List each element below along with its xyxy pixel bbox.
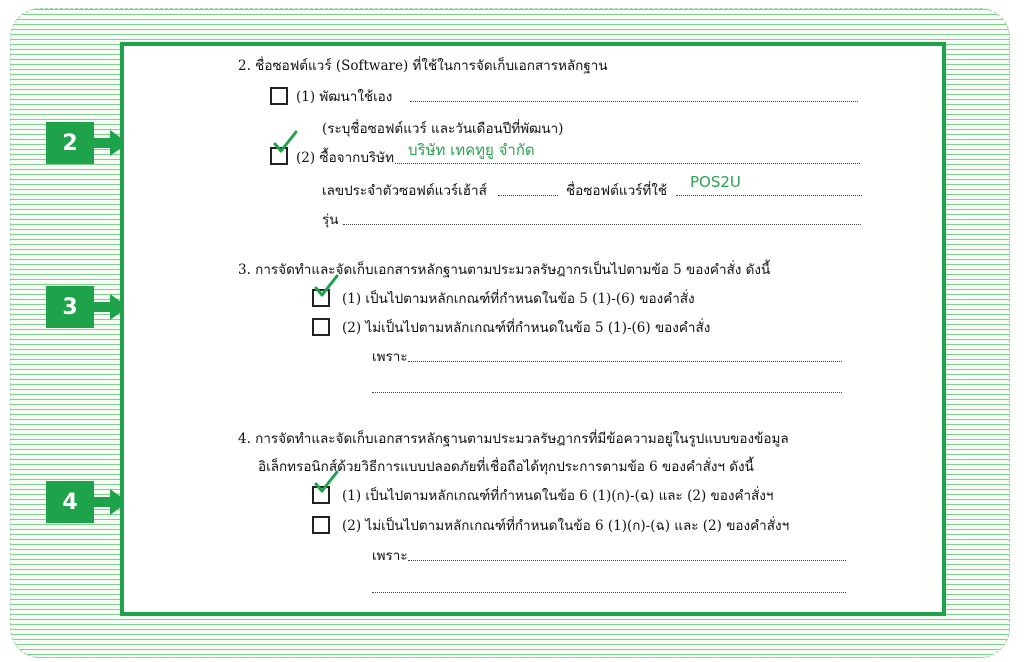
sec2-version-label: รุ่น	[322, 212, 339, 228]
sec3-opt2-checkbox[interactable]	[312, 318, 330, 336]
sec2-opt1-fill-line[interactable]	[410, 101, 858, 102]
sec3-reason-fill-line-1[interactable]	[408, 361, 842, 362]
sec2-version-fill-line[interactable]	[343, 224, 861, 225]
sec4-opt2-label: (2) ไม่เป็นไปตามหลักเกณฑ์ที่กำหนดในข้อ 6 (1)(ก)-(ฉ) และ (2) ของคำสั่งฯ	[342, 518, 790, 534]
marker-number: 2	[46, 122, 94, 164]
sec2-company-value: บริษัท เทคทูยู จำกัด	[408, 141, 535, 159]
sec3-heading: 3. การจัดทำและจัดเก็บเอกสารหลักฐานตามประมวลรัษฎากรเป็นไปตามข้อ 5 ของคำสั่ง ดังนี้	[238, 262, 771, 278]
sec2-license-label: เลขประจำตัวซอฟต์แวร์เฮ้าส์	[322, 183, 487, 199]
section-marker-4	[46, 481, 130, 523]
sec2-opt2-fill-line[interactable]	[395, 163, 860, 164]
section-marker-3	[46, 286, 130, 328]
sec2-license-fill-line[interactable]	[498, 195, 558, 196]
sec2-opt2-label: (2) ซื้อจากบริษัท	[296, 150, 394, 166]
sec3-opt2-label: (2) ไม่เป็นไปตามหลักเกณฑ์ที่กำหนดในข้อ 5 (1)-(6) ของคำสั่ง	[342, 320, 711, 336]
sec2-software-name-value: POS2U	[690, 173, 741, 191]
sec2-opt1-checkbox[interactable]	[270, 87, 288, 105]
sec4-reason-fill-line-2[interactable]	[372, 592, 846, 593]
sec2-software-name-fill-line[interactable]	[676, 195, 862, 196]
sec2-heading: 2. ชื่อซอฟต์แวร์ (Software) ที่ใช้ในการจัดเก็บเอกสารหลักฐาน	[238, 58, 608, 74]
sec3-reason-fill-line-2[interactable]	[372, 392, 842, 393]
sec2-opt1-note: (ระบุชื่อซอฟต์แวร์ และวันเดือนปีที่พัฒนา)	[322, 121, 564, 137]
checkmark-icon	[313, 470, 339, 494]
sec4-reason-fill-line-1[interactable]	[408, 560, 846, 561]
marker-number: 3	[46, 286, 94, 328]
sec4-opt1-label: (1) เป็นไปตามหลักเกณฑ์ที่กำหนดในข้อ 6 (1)(ก)-(ฉ) และ (2) ของคำสั่งฯ	[342, 488, 774, 504]
sec2-opt1-label: (1) พัฒนาใช้เอง	[296, 89, 393, 105]
section-marker-2	[46, 122, 130, 164]
sec4-heading-line1: 4. การจัดทำและจัดเก็บเอกสารหลักฐานตามประมวลรัษฎากรที่มีข้อความอยู่ในรูปแบบของข้อมูล	[238, 431, 789, 447]
sec4-reason-label: เพราะ	[372, 548, 408, 564]
sec2-software-name-label: ชื่อซอฟต์แวร์ที่ใช้	[566, 183, 668, 199]
checkmark-icon	[272, 130, 298, 154]
sec4-heading-line2: อิเล็กทรอนิกส์ด้วยวิธีการแบบปลอดภัยที่เชื่อถือได้ทุกประการตามข้อ 6 ของคำสั่งฯ ดังนี้	[258, 459, 754, 475]
sec4-opt2-checkbox[interactable]	[312, 516, 330, 534]
checkmark-icon	[313, 274, 339, 298]
marker-number: 4	[46, 481, 94, 523]
sec3-opt1-label: (1) เป็นไปตามหลักเกณฑ์ที่กำหนดในข้อ 5 (1)-(6) ของคำสั่ง	[342, 291, 695, 307]
sec3-reason-label: เพราะ	[372, 349, 408, 365]
